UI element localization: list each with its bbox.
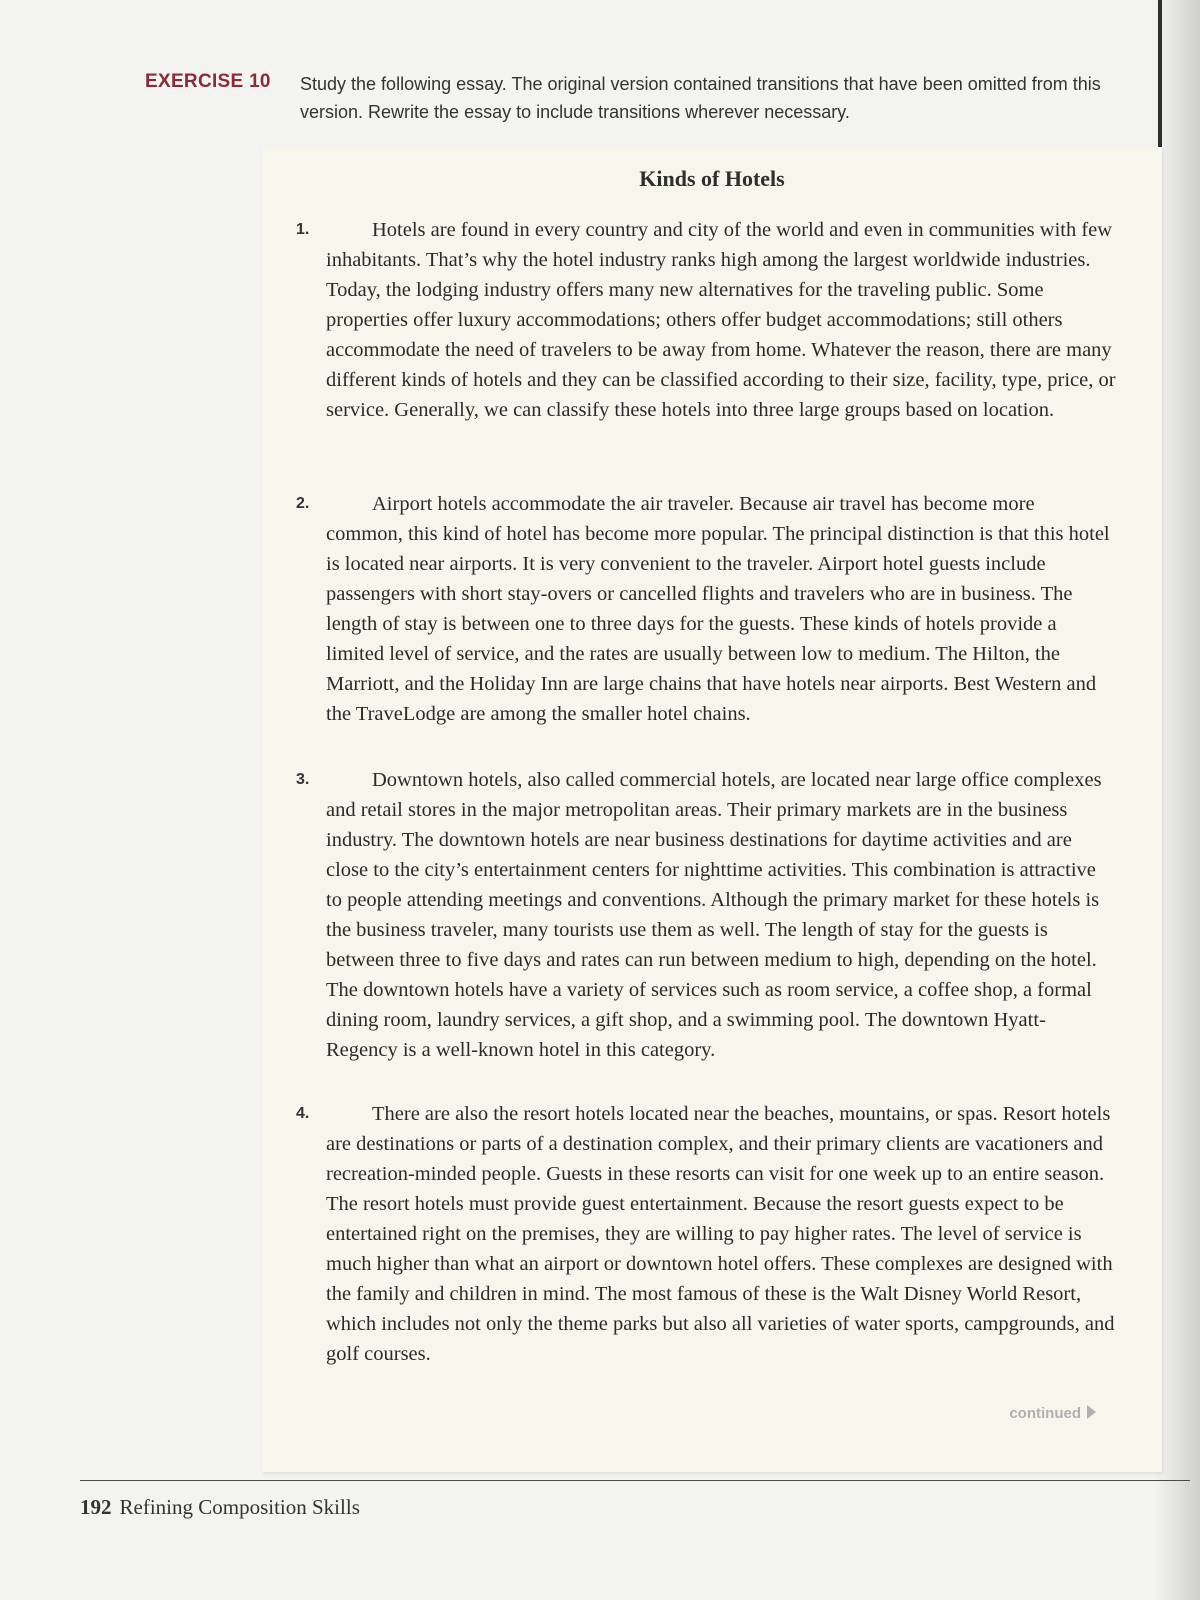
essay-box — [262, 147, 1162, 1472]
continued-label: continued — [1009, 1405, 1081, 1422]
page-number: 192 — [80, 1495, 112, 1519]
essay-paragraph-4 — [296, 1099, 1116, 1369]
paragraph-number: 3. — [296, 771, 310, 788]
continued-indicator — [1009, 1405, 1096, 1422]
essay-paragraph-1 — [296, 215, 1116, 425]
paragraph-number: 2. — [296, 495, 310, 512]
section-title: Refining Composition Skills — [119, 1495, 360, 1519]
essay-title: Kinds of Hotels — [639, 166, 785, 191]
paragraph-text: Hotels are found in every country and city of the world and even in communities with few inhabitants. That’s why the hotel industry ranks high among the largest worldwide industries. Today, the lodging industry offers many new alternatives for the traveling public. Some properties offer luxury accommodations; others offer budget accommodations; still others accommodate the need of travelers to be away from home. Whatever the reason, there are many different kinds of hotels and they can be classified according to their size, facility, type, price, or service. Generally, we can classify these hotels into three large groups based on location. — [326, 219, 1116, 421]
essay-paragraph-2 — [296, 489, 1116, 729]
paragraph-number: 1. — [296, 221, 310, 238]
exercise-label: EXERCISE 10 — [145, 71, 271, 92]
essay-paragraph-3 — [296, 765, 1116, 1065]
paragraph-text: There are also the resort hotels located near the beaches, mountains, or spas. Resort hotels are destinations or parts of a destination complex, and their primary clients are vacationers and recreation-minded people. Guests in these resorts can visit for one week up to an entire season. The resort hotels must provide guest entertainment. Because the resort guests expect to be entertained right on the premises, they are willing to pay higher rates. The level of service is much higher than what an airport or downtown hotel offers. These complexes are designed with the family and children in mind. The most famous of these is the Walt Disney World Resort, which includes not only the theme parks but also all varieties of water sports, campgrounds, and golf courses. — [326, 1103, 1115, 1365]
exercise-instructions: Study the following essay. The original version contained transitions that have been omitted from this version. Rewrite the essay to include transitions wherever necessary. — [300, 74, 1101, 122]
footer-rule — [80, 1480, 1190, 1481]
paragraph-text: Airport hotels accommodate the air traveler. Because air travel has become more common, this kind of hotel has become more popular. The principal distinction is that this hotel is located near airports. It is very convenient to the traveler. Airport hotel guests include passengers with short stay-overs or cancelled flights and travelers who are in business. The length of stay is between one to three days for the guests. These kinds of hotels provide a limited level of service, and the rates are usually between low to medium. The Hilton, the Marriott, and the Holiday Inn are large chains that have hotels near airports. Best Western and the TraveLodge are among the smaller hotel chains. — [326, 493, 1110, 725]
paragraph-number: 4. — [296, 1105, 310, 1122]
arrow-right-icon — [1087, 1405, 1096, 1419]
page-footer — [80, 1495, 360, 1520]
paragraph-text: Downtown hotels, also called commercial hotels, are located near large office complexes and retail stores in the major metropolitan areas. Their primary markets are in the business industry. The downtown hotels are near business destinations for daytime activities and are close to the city’s entertainment centers for nighttime activities. This combination is attractive to people attending meetings and conventions. Although the primary market for these hotels is the business traveler, many tourists use them as well. The length of stay for the guests is between three to five days and rates can run between medium to high, depending on the hotel. The downtown hotels have a variety of services such as room service, a coffee shop, a formal dining room, laundry services, a gift shop, and a swimming pool. The downtown Hyatt-Regency is a well-known hotel in this category. — [326, 769, 1102, 1061]
